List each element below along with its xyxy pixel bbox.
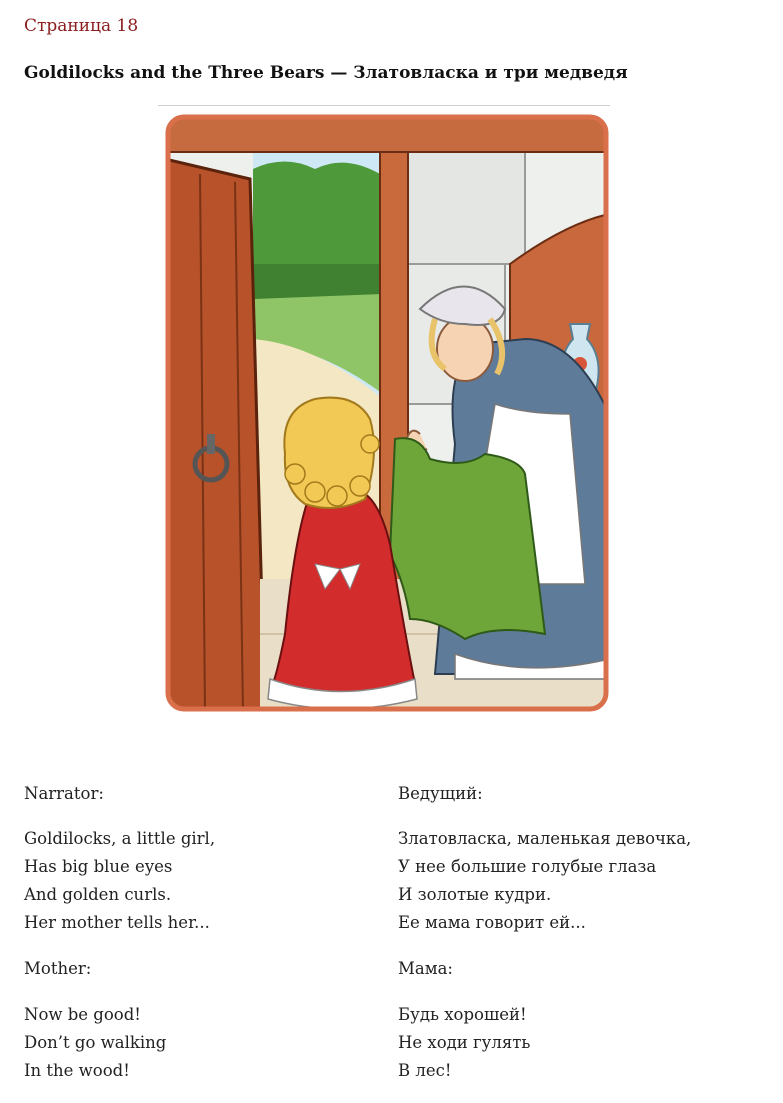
mother-face [437,317,493,381]
mother-line-ru: В лес! [398,1061,452,1080]
narrator-line: Her mother tells her... [24,913,210,932]
divider [158,105,610,106]
mother-line: In the wood! [24,1061,130,1080]
narrator-line-ru: Златовласка, маленькая девочка, [398,829,692,848]
green-cloth [390,438,545,639]
narrator-label-ru: Ведущий: [398,784,483,803]
mother-line: Now be good! [24,1005,141,1024]
page-number: Страница 18 [24,16,139,36]
narrator-line-ru: У нее большие голубые глаза [398,857,657,876]
mother-line-ru: Не ходи гулять [398,1033,531,1052]
story-illustration [165,114,609,712]
mother-line: Don’t go walking [24,1033,167,1052]
mother-label: Mother: [24,959,92,978]
mother-label-ru: Мама: [398,959,453,978]
narrator-line: Has big blue eyes [24,857,173,876]
narrator-line-ru: Ее мама говорит ей... [398,913,586,932]
page-title: Goldilocks and the Three Bears — Златовласка и три медведя [24,63,628,83]
narrator-line: And golden curls. [24,885,172,904]
narrator-line: Goldilocks, a little girl, [24,829,216,848]
narrator-label: Narrator: [24,784,104,803]
mother-line-ru: Будь хорошей! [398,1005,527,1024]
narrator-line-ru: И золотые кудри. [398,885,552,904]
